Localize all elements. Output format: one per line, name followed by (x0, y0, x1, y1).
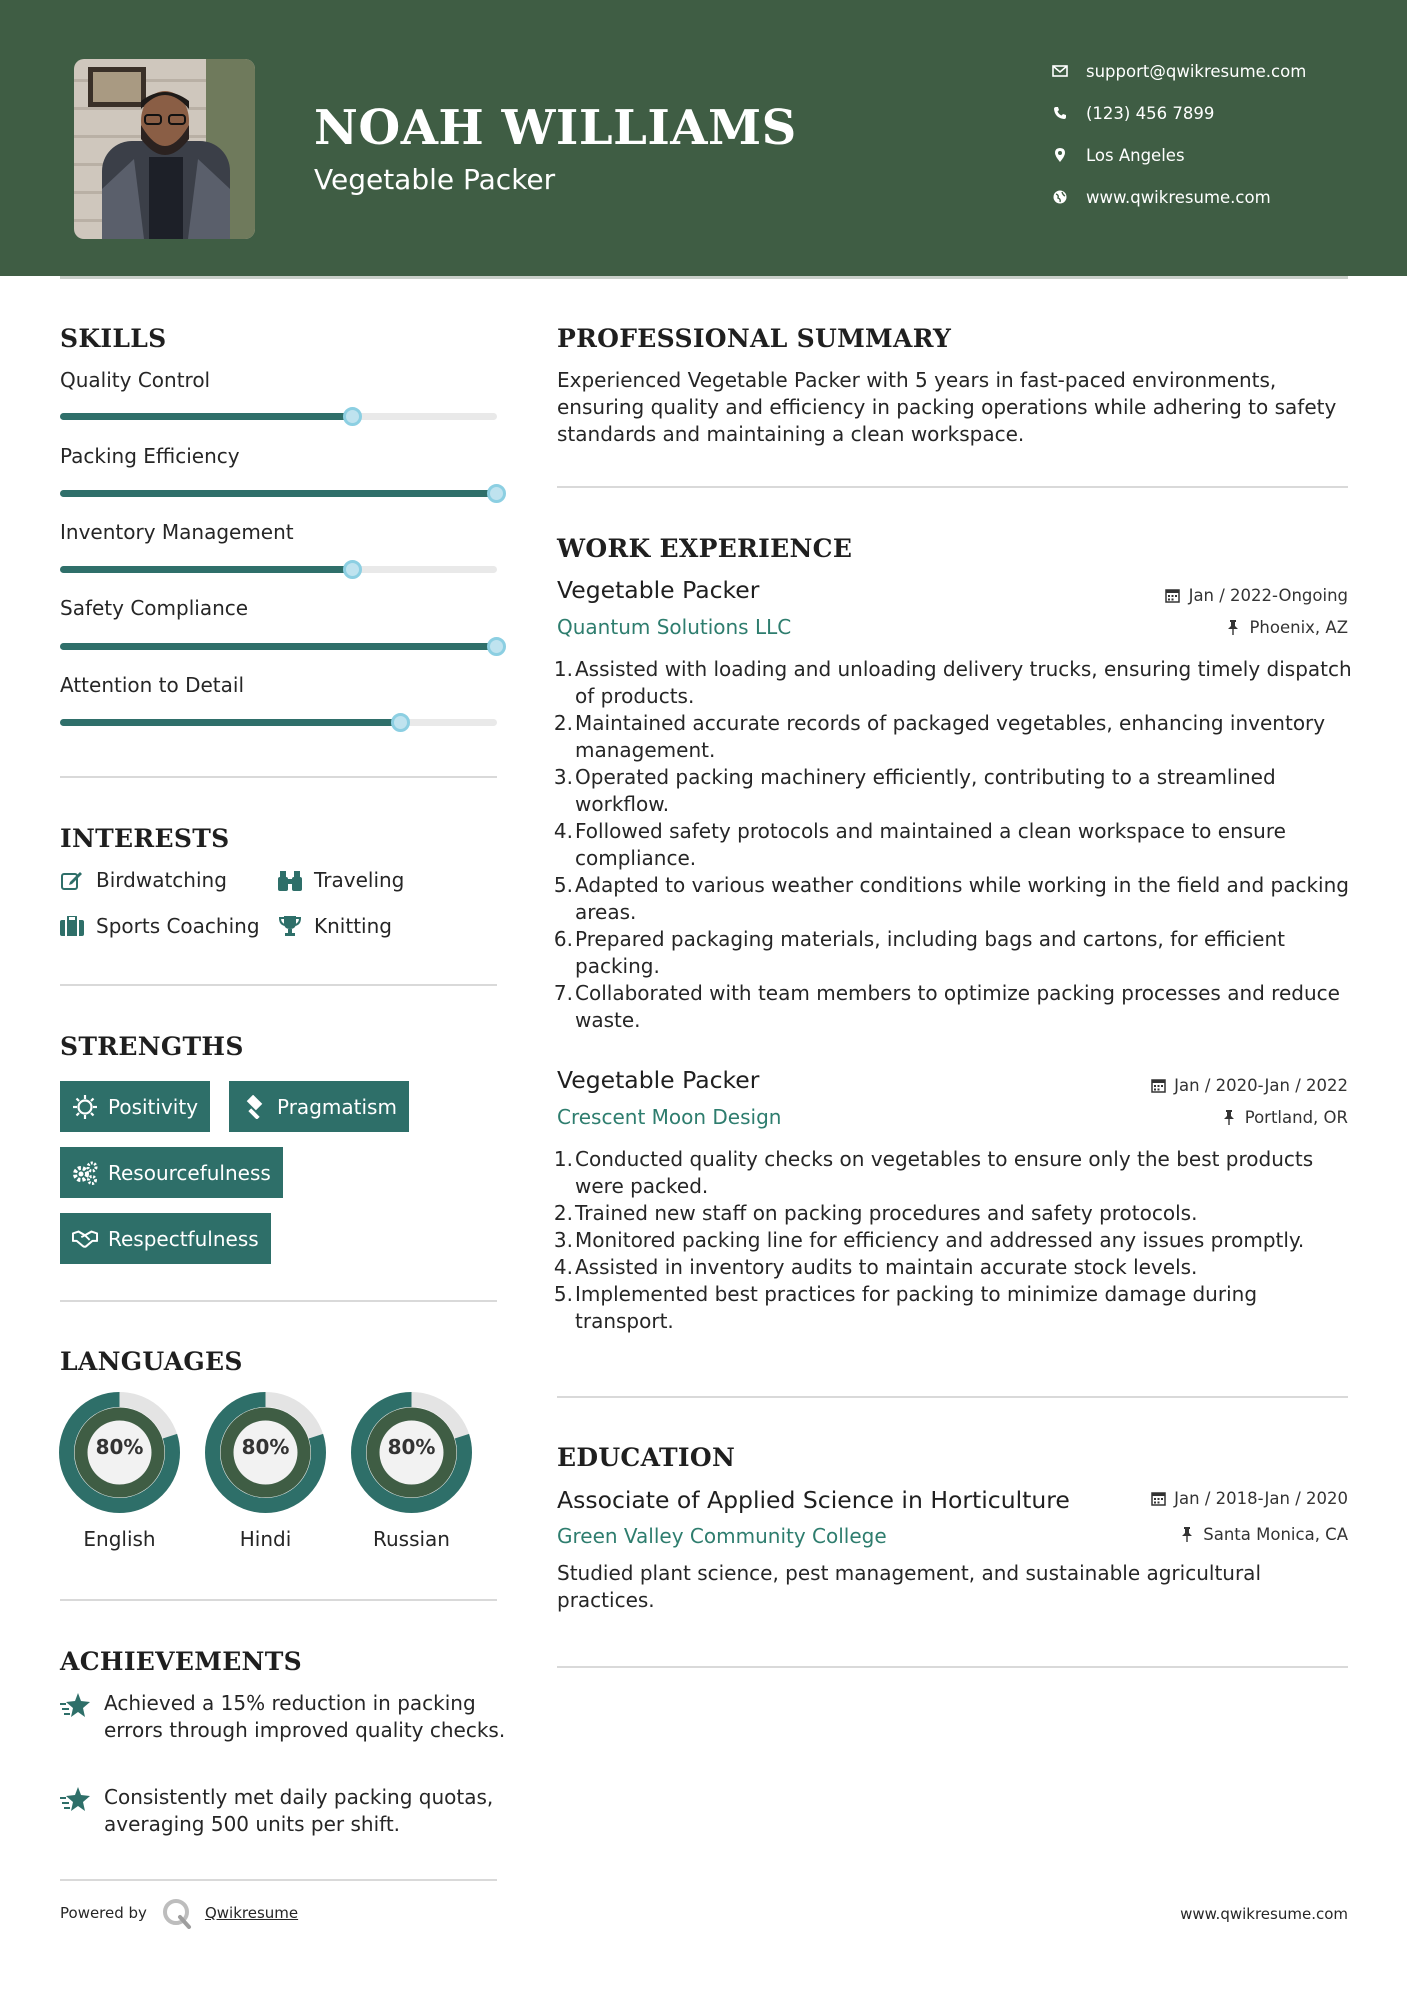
education-dates (1150, 1489, 1348, 1508)
job-bullet: 1. Conducted quality checks on vegetables to ensure only the best products were packed. (553, 1147, 1314, 1198)
strength-badge (60, 1213, 271, 1264)
interest-label: Knitting (314, 914, 392, 938)
job-dates (1150, 1076, 1348, 1095)
candidate-role: Vegetable Packer (314, 163, 556, 196)
globe-icon (1050, 190, 1070, 204)
summary-heading: PROFESSIONAL SUMMARY (557, 324, 952, 353)
strength-label: Positivity (108, 1094, 199, 1119)
job-bullet: 2. Trained new staff on packing procedures and safety protocols. (553, 1201, 1198, 1225)
achievements-heading: ACHIEVEMENTS (60, 1647, 302, 1676)
languages-heading: LANGUAGES (60, 1347, 243, 1376)
interest-label: Traveling (314, 868, 405, 892)
strengths-heading: STRENGTHS (60, 1032, 244, 1061)
job-bullet: 3. Monitored packing line for efficiency and addressed any issues promptly. (553, 1228, 1305, 1252)
language-item (350, 1391, 473, 1551)
interest-item (60, 914, 260, 938)
gavel-icon (241, 1094, 267, 1120)
star-icon (60, 1786, 92, 1814)
edit-icon (60, 868, 84, 892)
briefcase-icon (60, 914, 84, 938)
section-divider (60, 984, 497, 986)
experience-heading: WORK EXPERIENCE (557, 534, 853, 563)
skill-bar-fill (60, 643, 497, 650)
contact-email[interactable] (1050, 56, 1306, 86)
location-pin-icon (1050, 148, 1070, 162)
job-location-text: Phoenix, AZ (1249, 618, 1348, 637)
header-divider (60, 276, 1348, 279)
strength-badge (229, 1081, 409, 1132)
powered-by-label: Powered by (60, 1904, 147, 1922)
section-divider (557, 1396, 1348, 1398)
pushpin-icon (1225, 620, 1241, 636)
skill-label: Attention to Detail (60, 673, 245, 697)
footer-website[interactable]: www.qwikresume.com (1180, 1905, 1348, 1923)
calendar-icon (1165, 588, 1181, 604)
job-title: Vegetable Packer (557, 576, 760, 604)
achievement-text: Consistently met daily packing quotas, averaging 500 units per shift. (104, 1785, 494, 1836)
skills-heading: SKILLS (60, 324, 167, 353)
education-heading: EDUCATION (557, 1443, 736, 1472)
trophy-icon (278, 914, 302, 938)
language-item (204, 1391, 327, 1551)
candidate-name: NOAH WILLIAMS (314, 100, 797, 156)
job-bullet: 7. Collaborated with team members to optimize packing processes and reduce waste. (553, 981, 1340, 1032)
job-bullet: 2. Maintained accurate records of packaged vegetables, enhancing inventory management. (553, 711, 1326, 762)
language-percent: 80% (387, 1435, 436, 1459)
skill-bar-knob (487, 637, 506, 656)
skill-bar-knob (343, 560, 362, 579)
contact-phone[interactable] (1050, 98, 1214, 128)
job-bullet: 4. Followed safety protocols and maintained a clean workspace to ensure compliance. (553, 819, 1286, 870)
language-name: English (83, 1527, 156, 1551)
calendar-icon (1150, 1078, 1166, 1094)
job-dates-text: Jan / 2022-Ongoing (1188, 586, 1348, 605)
contact-website-text: www.qwikresume.com (1086, 187, 1271, 207)
resume-header (0, 0, 1407, 276)
education-location (1179, 1525, 1348, 1544)
language-item (58, 1391, 181, 1551)
qwikresume-link[interactable]: Qwikresume (204, 1904, 299, 1922)
job-dates (1165, 586, 1348, 605)
job-company: Crescent Moon Design (557, 1105, 782, 1129)
section-divider (60, 1599, 497, 1601)
strength-label: Pragmatism (277, 1094, 397, 1119)
education-location-text: Santa Monica, CA (1203, 1525, 1348, 1544)
education-degree: Associate of Applied Science in Horticulture (557, 1486, 1070, 1514)
education-description: Studied plant science, pest management, and sustainable agricultural practices. (557, 1561, 1261, 1612)
skill-bar-knob (487, 484, 506, 503)
achievement-text: Achieved a 15% reduction in packing errors through improved quality checks. (104, 1691, 506, 1742)
interest-label: Birdwatching (96, 868, 227, 892)
strength-badge (60, 1081, 210, 1132)
skill-bar (60, 490, 497, 497)
interest-item (60, 868, 227, 892)
skill-label: Inventory Management (60, 520, 294, 544)
skill-bar (60, 643, 497, 650)
skill-bar-knob (391, 713, 410, 732)
skill-label: Safety Compliance (60, 596, 249, 620)
skill-bar (60, 566, 497, 573)
strength-badge (60, 1147, 283, 1198)
pushpin-icon (1221, 1110, 1237, 1126)
qwikresume-logo-icon (161, 1897, 193, 1929)
section-divider (557, 1666, 1348, 1668)
interest-item (278, 914, 392, 938)
gears-icon (72, 1160, 98, 1186)
sun-icon (72, 1094, 98, 1120)
job-bullets (553, 656, 1355, 1034)
job-bullet: 4. Assisted in inventory audits to maintain accurate stock levels. (553, 1255, 1198, 1279)
skill-bar-fill (60, 566, 353, 573)
contact-location (1050, 140, 1185, 170)
section-divider (60, 1300, 497, 1302)
star-icon (60, 1692, 92, 1720)
education-school: Green Valley Community College (557, 1524, 887, 1548)
language-percent: 80% (95, 1435, 144, 1459)
interest-label: Sports Coaching (96, 914, 260, 938)
language-percent: 80% (241, 1435, 290, 1459)
interest-item (278, 868, 404, 892)
achievement-item (60, 1784, 510, 1838)
footer-powered-by (60, 1897, 298, 1929)
job-location (1225, 618, 1348, 637)
skill-label: Packing Efficiency (60, 444, 240, 468)
phone-icon (1050, 106, 1070, 120)
section-divider (60, 776, 497, 778)
job-bullet: 6. Prepared packaging materials, including bags and cartons, for efficient packing. (553, 927, 1285, 978)
skill-bar-fill (60, 490, 497, 497)
contact-phone-text: (123) 456 7899 (1086, 103, 1215, 123)
job-bullet: 5. Implemented best practices for packing to minimize damage during transport. (553, 1282, 1258, 1333)
envelope-icon (1050, 65, 1070, 77)
job-bullet: 5. Adapted to various weather conditions while working in the field and packing areas. (553, 873, 1349, 924)
job-location (1221, 1108, 1348, 1127)
strength-label: Respectfulness (108, 1226, 259, 1251)
skill-bar (60, 413, 497, 420)
handshake-icon (72, 1226, 98, 1252)
job-dates-text: Jan / 2020-Jan / 2022 (1174, 1076, 1348, 1095)
section-divider (60, 1879, 497, 1881)
skill-bar-knob (343, 407, 362, 426)
job-company: Quantum Solutions LLC (557, 615, 792, 639)
skill-bar (60, 719, 497, 726)
language-name: Hindi (239, 1527, 292, 1551)
achievement-item (60, 1690, 510, 1744)
interests-heading: INTERESTS (60, 824, 230, 853)
summary-text: Experienced Vegetable Packer with 5 years in fast-paced environments, ensuring quality and efficiency in packing operations while adhering to safety standards and maintaining a clean workspace. (557, 368, 1337, 446)
skill-bar-fill (60, 413, 353, 420)
skill-bar-fill (60, 719, 401, 726)
job-title: Vegetable Packer (557, 1066, 760, 1094)
section-divider (557, 486, 1348, 488)
contact-website[interactable] (1050, 182, 1271, 212)
strength-label: Resourcefulness (108, 1160, 271, 1185)
education-dates-text: Jan / 2018-Jan / 2020 (1174, 1489, 1348, 1508)
calendar-icon (1150, 1491, 1166, 1507)
contact-email-text: support@qwikresume.com (1086, 61, 1307, 81)
pushpin-icon (1179, 1527, 1195, 1543)
skill-label: Quality Control (60, 368, 211, 392)
binoculars-icon (278, 868, 302, 892)
contact-location-text: Los Angeles (1086, 145, 1185, 165)
job-bullets (553, 1146, 1355, 1335)
job-bullet: 3. Operated packing machinery efficiently, contributing to a streamlined workflow. (553, 765, 1276, 816)
profile-photo (74, 59, 255, 239)
job-location-text: Portland, OR (1244, 1108, 1348, 1127)
language-name: Russian (372, 1527, 450, 1551)
job-bullet: 1. Assisted with loading and unloading delivery trucks, ensuring timely dispatch of products. (553, 657, 1352, 708)
